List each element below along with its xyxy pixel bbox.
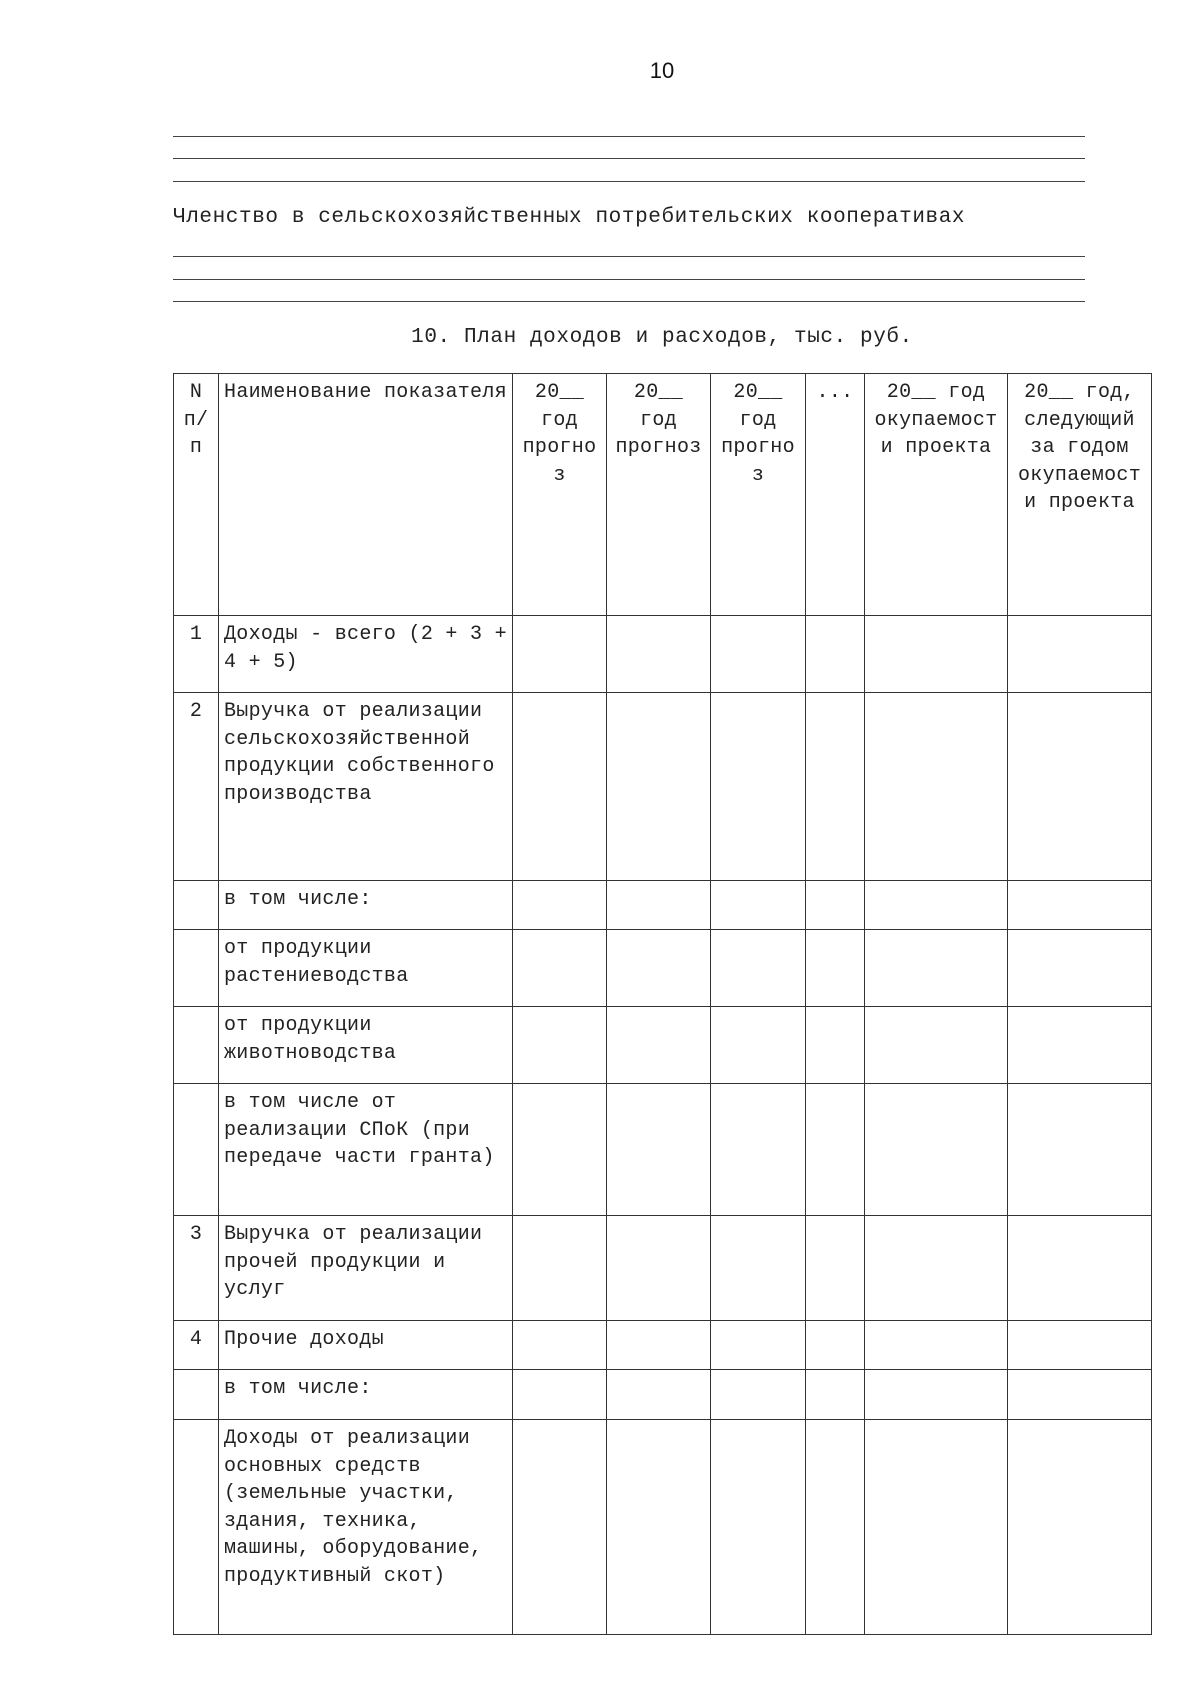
value-cell[interactable] (711, 1007, 806, 1084)
value-cell[interactable] (607, 1084, 711, 1216)
header-cell-forecast-1: 20__ год прогноз (513, 374, 607, 616)
value-cell[interactable] (865, 1007, 1008, 1084)
value-cell[interactable] (513, 1420, 607, 1635)
value-cell[interactable] (1008, 1370, 1152, 1420)
fill-line-5 (173, 279, 1085, 280)
value-cell[interactable] (806, 1216, 865, 1321)
row-number (174, 1007, 219, 1084)
row-indicator: в том числе: (219, 1370, 513, 1420)
header-cell-forecast-3: 20__ год прогноз (711, 374, 806, 616)
value-cell[interactable] (711, 1216, 806, 1321)
value-cell[interactable] (1008, 1321, 1152, 1370)
value-cell[interactable] (865, 693, 1008, 881)
row-number (174, 930, 219, 1007)
value-cell[interactable] (865, 930, 1008, 1007)
table-row (174, 1420, 1152, 1635)
table-row (174, 1007, 1152, 1084)
value-cell[interactable] (865, 616, 1008, 693)
row-number (174, 1420, 219, 1635)
value-cell[interactable] (806, 1420, 865, 1635)
value-cell[interactable] (607, 1321, 711, 1370)
value-cell[interactable] (806, 1084, 865, 1216)
header-cell-ellipsis: ... (806, 374, 865, 616)
value-cell[interactable] (513, 881, 607, 930)
value-cell[interactable] (806, 1007, 865, 1084)
row-indicator: от продукции растениеводства (219, 930, 513, 1007)
income-expense-plan-table (173, 373, 1152, 1635)
value-cell[interactable] (513, 1321, 607, 1370)
header-cell-number: N п/п (174, 374, 219, 616)
fill-line-6 (173, 301, 1085, 302)
value-cell[interactable] (607, 616, 711, 693)
value-cell[interactable] (607, 1216, 711, 1321)
value-cell[interactable] (607, 693, 711, 881)
value-cell[interactable] (806, 693, 865, 881)
row-number: 3 (174, 1216, 219, 1321)
value-cell[interactable] (806, 930, 865, 1007)
value-cell[interactable] (513, 1216, 607, 1321)
value-cell[interactable] (513, 930, 607, 1007)
page-number: 10 (649, 58, 675, 83)
header-cell-payback-year: 20__ год окупаемости проекта (865, 374, 1008, 616)
value-cell[interactable] (865, 1084, 1008, 1216)
value-cell[interactable] (513, 693, 607, 881)
value-cell[interactable] (711, 1370, 806, 1420)
table-row (174, 616, 1152, 693)
value-cell[interactable] (865, 1216, 1008, 1321)
row-indicator: Прочие доходы (219, 1321, 513, 1370)
table-row (174, 1216, 1152, 1321)
row-indicator: от продукции животноводства (219, 1007, 513, 1084)
header-cell-forecast-2: 20__ год прогноз (607, 374, 711, 616)
fill-line-4 (173, 256, 1085, 257)
row-indicator: Доходы - всего (2 + 3 + 4 + 5) (219, 616, 513, 693)
row-number (174, 1370, 219, 1420)
value-cell[interactable] (1008, 616, 1152, 693)
row-indicator: в том числе от реализации СПоК (при передаче части гранта) (219, 1084, 513, 1216)
table-row (174, 1084, 1152, 1216)
fill-line-3 (173, 181, 1085, 182)
value-cell[interactable] (865, 1321, 1008, 1370)
value-cell[interactable] (711, 693, 806, 881)
value-cell[interactable] (1008, 1420, 1152, 1635)
value-cell[interactable] (711, 1321, 806, 1370)
value-cell[interactable] (806, 616, 865, 693)
value-cell[interactable] (1008, 1216, 1152, 1321)
table-row (174, 1321, 1152, 1370)
value-cell[interactable] (711, 616, 806, 693)
fill-line-2 (173, 158, 1085, 159)
value-cell[interactable] (1008, 1007, 1152, 1084)
table-row (174, 1370, 1152, 1420)
row-number: 1 (174, 616, 219, 693)
value-cell[interactable] (806, 1370, 865, 1420)
value-cell[interactable] (607, 930, 711, 1007)
value-cell[interactable] (865, 1420, 1008, 1635)
row-indicator: Выручка от реализации прочей продукции и услуг (219, 1216, 513, 1321)
row-indicator: Выручка от реализации сельскохозяйственной продукции собственного производства (219, 693, 513, 881)
value-cell[interactable] (865, 881, 1008, 930)
row-number (174, 1084, 219, 1216)
value-cell[interactable] (607, 1007, 711, 1084)
value-cell[interactable] (711, 881, 806, 930)
value-cell[interactable] (1008, 1084, 1152, 1216)
value-cell[interactable] (607, 881, 711, 930)
table-title: 10. План доходов и расходов, тыс. руб. (411, 326, 913, 349)
value-cell[interactable] (806, 881, 865, 930)
value-cell[interactable] (1008, 881, 1152, 930)
value-cell[interactable] (711, 1084, 806, 1216)
value-cell[interactable] (513, 616, 607, 693)
table-row (174, 881, 1152, 930)
value-cell[interactable] (711, 1420, 806, 1635)
value-cell[interactable] (607, 1420, 711, 1635)
value-cell[interactable] (607, 1370, 711, 1420)
header-cell-indicator: Наименование показателя (219, 374, 513, 616)
value-cell[interactable] (711, 930, 806, 1007)
value-cell[interactable] (513, 1370, 607, 1420)
value-cell[interactable] (513, 1084, 607, 1216)
row-indicator: Доходы от реализации основных средств (земельные участки, здания, техника, машины, оборудование, продуктивный скот) (219, 1420, 513, 1635)
value-cell[interactable] (806, 1321, 865, 1370)
fill-line-1 (173, 136, 1085, 137)
table-row (174, 930, 1152, 1007)
header-cell-after-payback-year: 20__ год, следующий за годом окупаемости проекта (1008, 374, 1152, 616)
value-cell[interactable] (865, 1370, 1008, 1420)
membership-heading: Членство в сельскохозяйственных потребительских кооперативах (173, 206, 966, 229)
row-number: 2 (174, 693, 219, 881)
table-header-row (174, 374, 1152, 616)
row-indicator: в том числе: (219, 881, 513, 930)
row-number: 4 (174, 1321, 219, 1370)
row-number (174, 881, 219, 930)
value-cell[interactable] (1008, 930, 1152, 1007)
value-cell[interactable] (513, 1007, 607, 1084)
value-cell[interactable] (1008, 693, 1152, 881)
table-row (174, 693, 1152, 881)
